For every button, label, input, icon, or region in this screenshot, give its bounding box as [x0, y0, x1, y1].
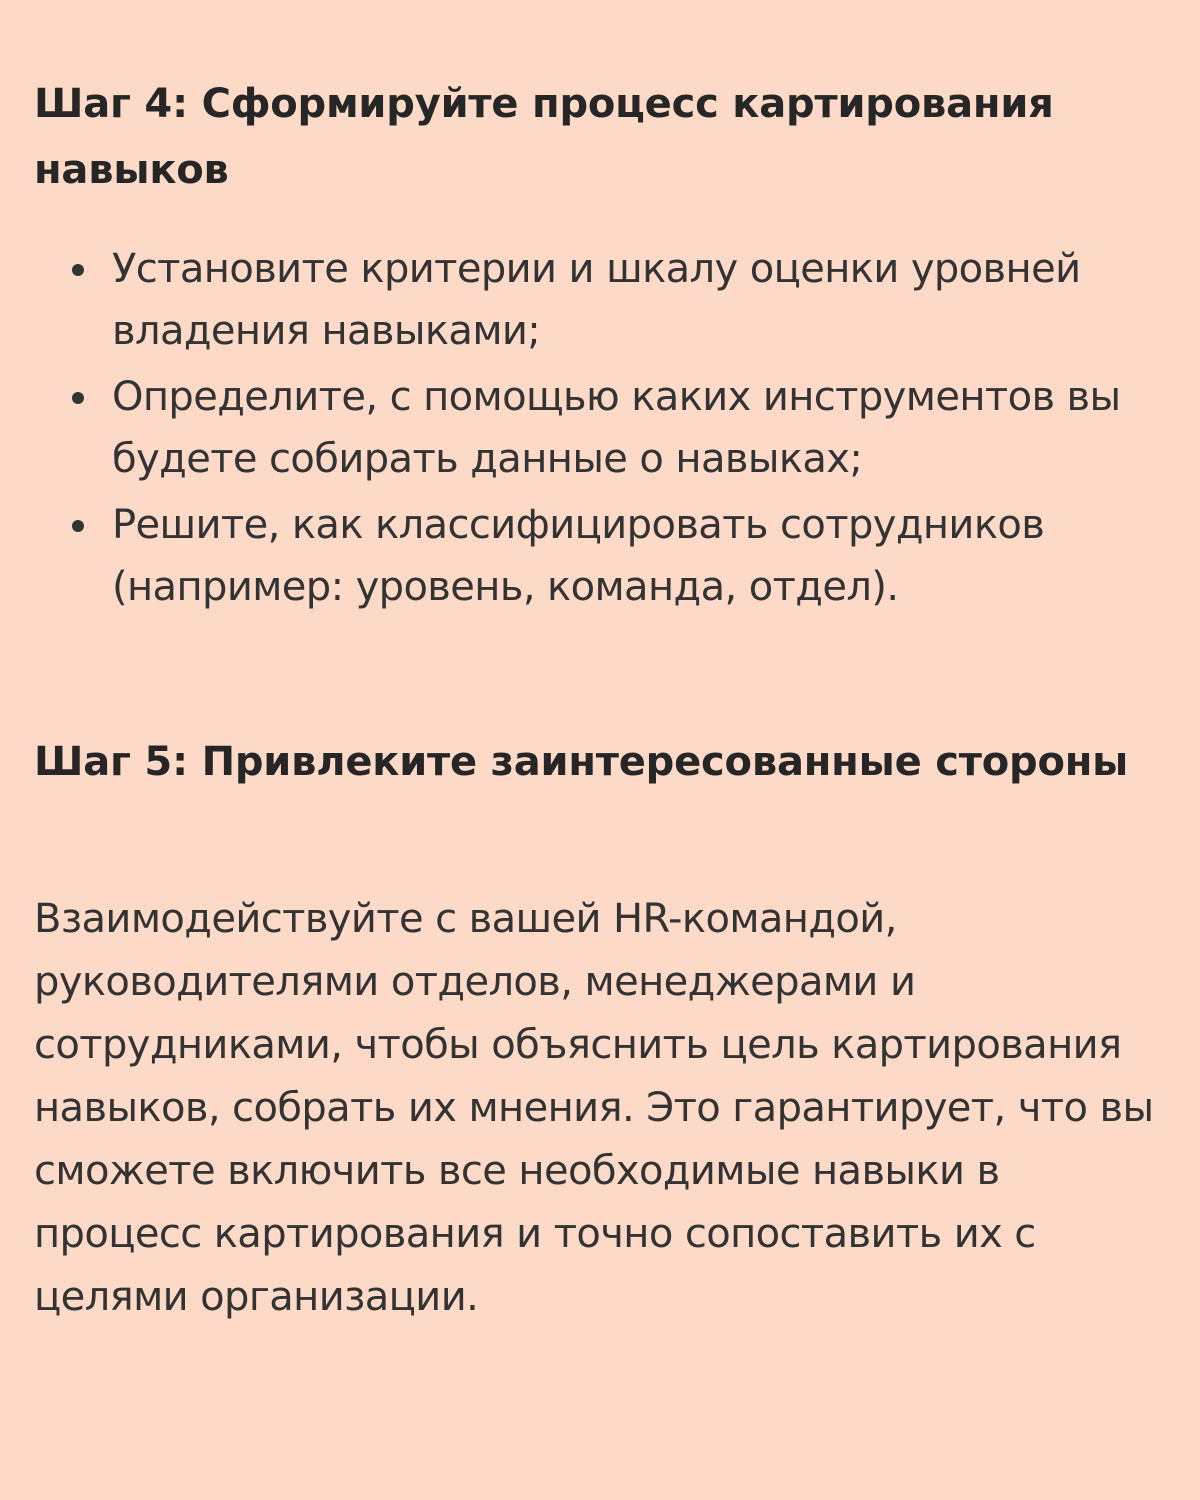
- list-item: [0, 494, 1172, 618]
- bullet-dot-icon: [72, 264, 84, 276]
- list-item-text: Определите, с помощью каких инструментов вы будете собирать данные о навыках;: [112, 374, 1121, 482]
- step5-paragraph: Взаимодействуйте с вашей HR-командой, руководителями отделов, менеджерами и сотрудниками, чтобы объяснить цель картирования навыков, собрать их мнения. Это гарантирует, что вы сможете включить все необходимые навыки в процесс картирования и точно сопоставить их с целями организации.: [34, 896, 1154, 1320]
- step5-heading: Шаг 5: Привлеките заинтересованные стороны: [34, 739, 1129, 786]
- list-item-text: Решите, как классифицировать сотрудников (например: уровень, команда, отдел).: [112, 502, 1045, 610]
- list-item-text: Установите критерии и шкалу оценки уровней владения навыками;: [112, 246, 1081, 354]
- bullet-dot-icon: [72, 392, 84, 404]
- step4-list: [0, 238, 1200, 622]
- list-item: [0, 238, 1172, 362]
- bullet-dot-icon: [72, 520, 84, 532]
- step4-heading: Шаг 4: Сформируйте процесс картирования навыков: [34, 81, 1054, 194]
- list-item: [0, 366, 1172, 490]
